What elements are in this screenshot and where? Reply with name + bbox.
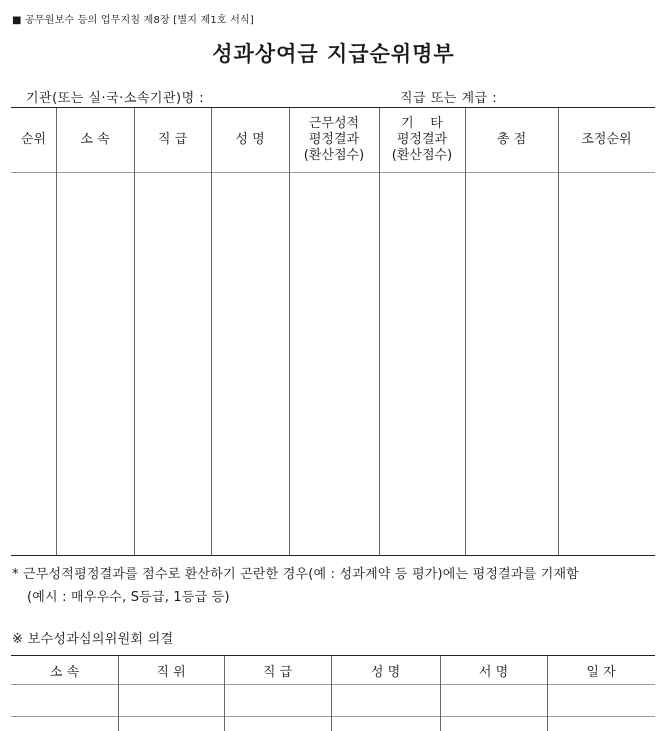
table-column-divider bbox=[56, 108, 57, 555]
table-column-divider bbox=[379, 108, 380, 555]
table-column-divider bbox=[558, 108, 559, 555]
page-title: 성과상여금 지급순위명부 bbox=[212, 42, 455, 66]
column-header-performance-evaluation: 근무성적 평정결과 (환산점수) bbox=[303, 116, 365, 163]
table-column-divider bbox=[134, 108, 135, 555]
footnote-conversion: * 근무성적평정결과를 점수로 환산하기 곤란한 경우(예 : 성과계약 등 평가)에는 평정결과를 기재함 bbox=[12, 567, 580, 582]
column-header-name: 성 명 bbox=[235, 132, 265, 147]
committee-table-row-divider bbox=[11, 716, 655, 717]
column-header-affiliation: 소 속 bbox=[80, 132, 110, 147]
table-column-divider bbox=[211, 108, 212, 555]
committee-header-affiliation: 소 속 bbox=[49, 664, 80, 680]
committee-header-grade: 직 급 bbox=[262, 664, 293, 680]
column-header-other-evaluation: 기 타 평정결과 (환산점수) bbox=[391, 116, 453, 163]
column-header-rank: 순위 bbox=[20, 132, 47, 147]
form-reference-note: ■ 공무원보수 등의 업무지침 제8장 [별지 제1호 서식] bbox=[12, 15, 254, 26]
committee-header-position: 직 위 bbox=[156, 664, 186, 680]
committee-header-date: 일 자 bbox=[586, 664, 616, 680]
column-header-grade: 직 급 bbox=[157, 132, 188, 147]
committee-header-signature: 서 명 bbox=[478, 664, 509, 680]
committee-section-title: ※ 보수성과심의위원회 의결 bbox=[12, 632, 174, 647]
table-column-divider bbox=[289, 108, 290, 555]
table-column-divider bbox=[465, 108, 466, 555]
agency-name-field[interactable]: 기관(또는 실·국·소속기관)명 : bbox=[26, 91, 205, 106]
footnote-example: (예시 : 매우우수, S등급, 1등급 등) bbox=[27, 590, 230, 605]
table-bottom-border bbox=[11, 555, 655, 556]
committee-table-header-divider bbox=[11, 684, 655, 685]
column-header-adjusted-rank: 조정순위 bbox=[581, 132, 632, 147]
column-header-total-score: 총 점 bbox=[496, 132, 527, 147]
rank-field[interactable]: 직급 또는 계급 : bbox=[400, 91, 498, 106]
committee-header-name: 성 명 bbox=[370, 664, 401, 680]
